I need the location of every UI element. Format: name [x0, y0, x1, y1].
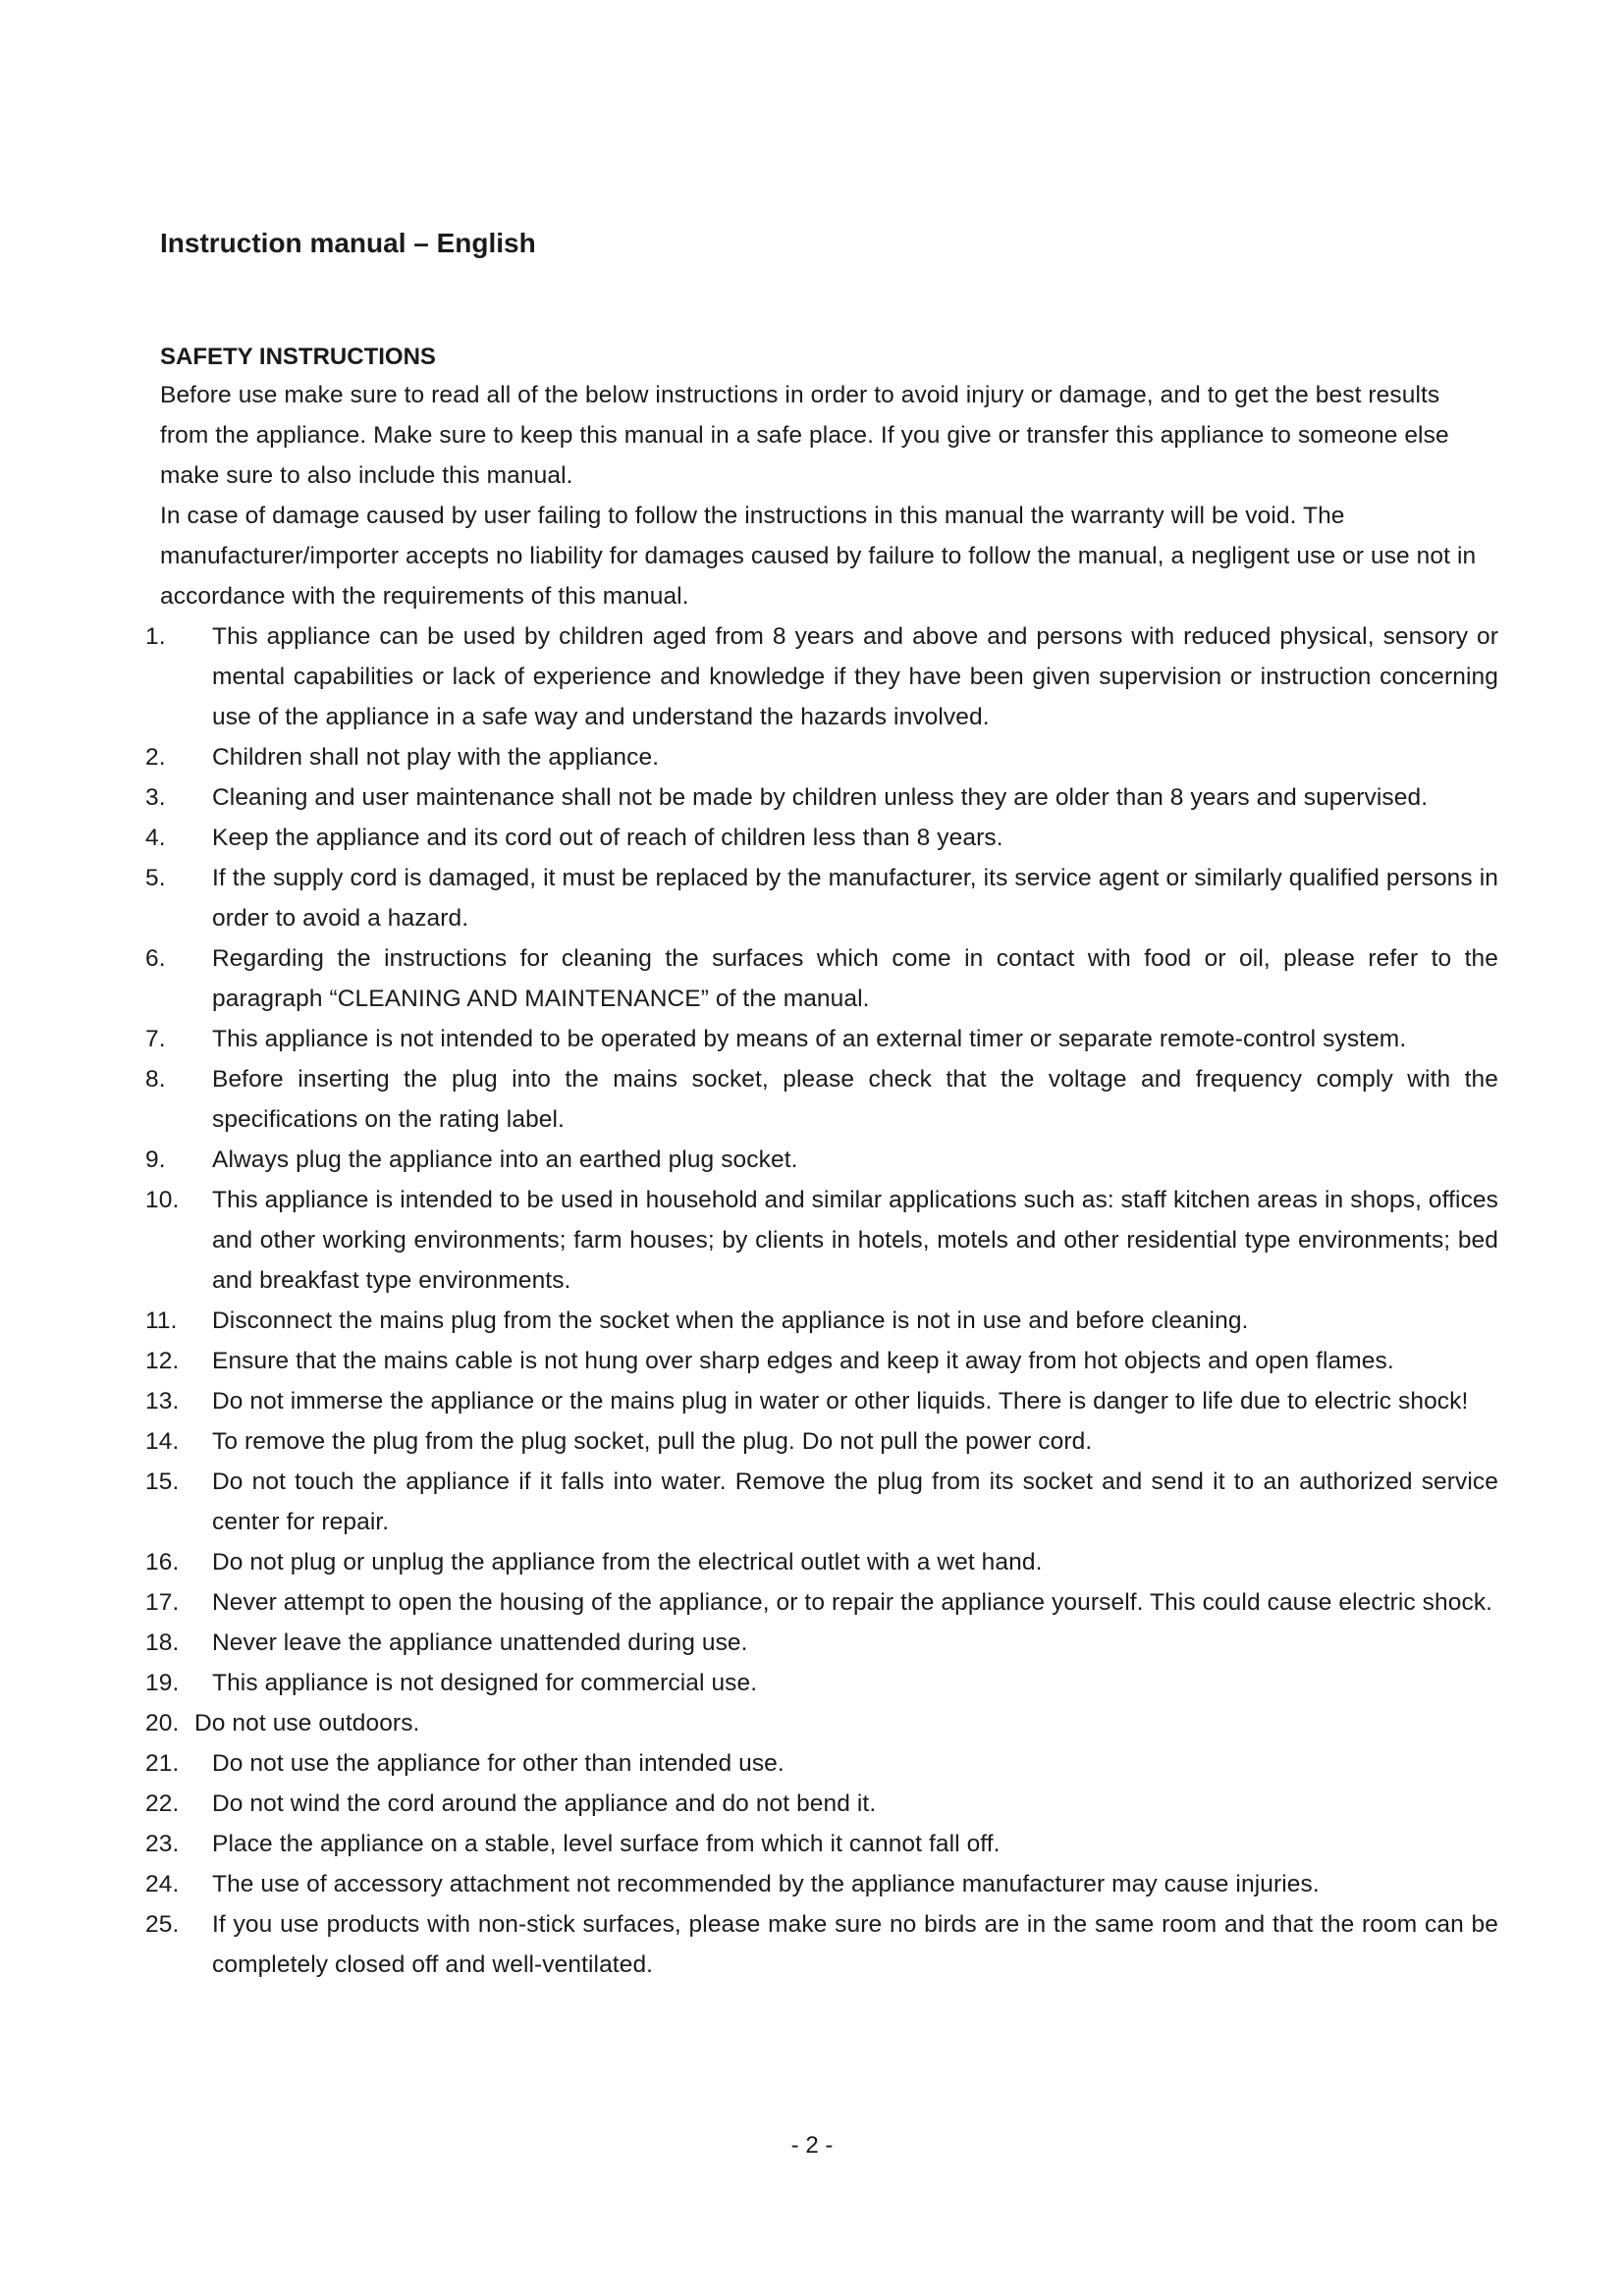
item-text: Do not use outdoors.	[194, 1710, 420, 1736]
item-text: Do not touch the appliance if it falls into water. Remove the plug from its socket and send it to an authorized service center for repair.	[212, 1468, 1498, 1535]
list-item	[145, 1421, 1498, 1462]
item-text: If you use products with non-stick surfaces, please make sure no birds are in the same room and that the room can be completely closed off and well-ventilated.	[212, 1911, 1498, 1978]
item-number: 20.	[145, 1710, 180, 1736]
item-text: Disconnect the mains plug from the socket when the appliance is not in use and before cleaning.	[212, 1308, 1249, 1334]
item-text: Never attempt to open the housing of the appliance, or to repair the appliance yourself. This could cause electric shock.	[212, 1589, 1493, 1616]
item-text: The use of accessory attachment not recommended by the appliance manufacturer may cause injuries.	[212, 1871, 1320, 1897]
list-item	[145, 616, 1498, 737]
list-item	[145, 1341, 1498, 1381]
list-item	[145, 1542, 1498, 1582]
intro-paragraph: Before use make sure to read all of the below instructions in order to avoid injury or damage, and to get the best results from the appliance. Make sure to keep this manual in a safe place. If you give or transfer this appliance to someone else make sure to also include this manual.	[160, 382, 1449, 489]
item-number: 11.	[145, 1308, 178, 1334]
item-text: Cleaning and user maintenance shall not be made by children unless they are older than 8 years and supervised.	[212, 784, 1429, 811]
list-item	[145, 1784, 1498, 1824]
item-number: 19.	[145, 1670, 180, 1696]
item-text: Children shall not play with the appliance.	[212, 744, 660, 771]
list-item	[145, 1824, 1498, 1864]
list-item	[145, 1462, 1498, 1542]
item-number: 21.	[145, 1750, 180, 1777]
item-number: 8.	[145, 1066, 166, 1093]
item-number: 17.	[145, 1589, 180, 1616]
item-number: 9.	[145, 1147, 166, 1173]
item-number: 25.	[145, 1911, 180, 1938]
item-text: If the supply cord is damaged, it must be replaced by the manufacturer, its service agent or similarly qualified persons in order to avoid a hazard.	[212, 865, 1498, 932]
list-item	[145, 1381, 1498, 1421]
item-text: Before inserting the plug into the mains socket, please check that the voltage and frequency comply with the specifications on the rating label.	[212, 1066, 1498, 1133]
document-body	[145, 340, 1498, 1985]
page-number: - 2 -	[790, 2132, 834, 2159]
item-text: Keep the appliance and its cord out of reach of children less than 8 years.	[212, 825, 1003, 851]
item-text: Do not immerse the appliance or the mains plug in water or other liquids. There is danger to life due to electric shock!	[212, 1388, 1469, 1415]
item-text: Regarding the instructions for cleaning the surfaces which come in contact with food or oil, please refer to the paragraph “CLEANING AND MAINTENANCE” of the manual.	[212, 945, 1498, 1012]
list-item	[145, 1703, 1498, 1743]
intro-paragraph: In case of damage caused by user failing to follow the instructions in this manual the warranty will be void. The manufacturer/importer accepts no liability for damages caused by failure to follow the manual, a negligent use or use not in accordance with the requirements of this manual.	[160, 503, 1477, 610]
list-item	[145, 1140, 1498, 1180]
list-item	[145, 1663, 1498, 1703]
list-item	[145, 1019, 1498, 1059]
item-number: 2.	[145, 744, 166, 771]
item-text: This appliance can be used by children aged from 8 years and above and persons with reduced physical, sensory or mental capabilities or lack of experience and knowledge if they have been given supervision or instruction concerning use of the appliance in a safe way and understand the hazards involved.	[212, 623, 1498, 730]
list-item	[145, 1301, 1498, 1341]
list-item	[145, 1180, 1498, 1301]
item-text: Do not plug or unplug the appliance from the electrical outlet with a wet hand.	[212, 1549, 1043, 1575]
item-text: Ensure that the mains cable is not hung over sharp edges and keep it away from hot objects and open flames.	[212, 1348, 1394, 1374]
list-item	[145, 938, 1498, 1019]
item-number: 14.	[145, 1428, 180, 1455]
item-text: Place the appliance on a stable, level surface from which it cannot fall off.	[212, 1831, 1001, 1857]
item-text: Never leave the appliance unattended during use.	[212, 1629, 748, 1656]
item-number: 3.	[145, 784, 166, 811]
item-number: 13.	[145, 1388, 180, 1415]
list-item	[145, 1623, 1498, 1663]
item-number: 1.	[145, 623, 166, 650]
item-number: 7.	[145, 1026, 166, 1052]
list-item	[145, 737, 1498, 777]
item-number: 5.	[145, 865, 166, 891]
list-item	[145, 1904, 1498, 1985]
item-number: 12.	[145, 1348, 180, 1374]
safety-instructions-list	[145, 616, 1498, 1985]
section-heading: SAFETY INSTRUCTIONS	[160, 344, 436, 370]
item-text: This appliance is not intended to be operated by means of an external timer or separate remote-control system.	[212, 1026, 1407, 1052]
item-text: To remove the plug from the plug socket, pull the plug. Do not pull the power cord.	[212, 1428, 1093, 1455]
item-number: 10.	[145, 1187, 180, 1213]
document-title: Instruction manual – English	[160, 228, 536, 258]
list-item	[145, 777, 1498, 818]
item-number: 18.	[145, 1629, 180, 1656]
item-text: This appliance is intended to be used in household and similar applications such as: staff kitchen areas in shops, offices and other working environments; farm houses; by clients in hotels, motels and other residential type environments; bed and breakfast type environments.	[212, 1187, 1498, 1294]
list-item	[145, 1059, 1498, 1140]
item-number: 6.	[145, 945, 166, 972]
list-item	[145, 1582, 1498, 1623]
list-item	[145, 818, 1498, 858]
list-item	[145, 1864, 1498, 1904]
item-text: Do not use the appliance for other than intended use.	[212, 1750, 785, 1777]
item-number: 4.	[145, 825, 166, 851]
item-text: Do not wind the cord around the appliance and do not bend it.	[212, 1790, 877, 1817]
item-text: Always plug the appliance into an earthed plug socket.	[212, 1147, 798, 1173]
item-text: This appliance is not designed for commercial use.	[212, 1670, 758, 1696]
list-item	[145, 858, 1498, 938]
item-number: 15.	[145, 1468, 180, 1495]
item-number: 24.	[145, 1871, 180, 1897]
item-number: 23.	[145, 1831, 180, 1857]
item-number: 22.	[145, 1790, 180, 1817]
item-number: 16.	[145, 1549, 180, 1575]
list-item	[145, 1743, 1498, 1784]
